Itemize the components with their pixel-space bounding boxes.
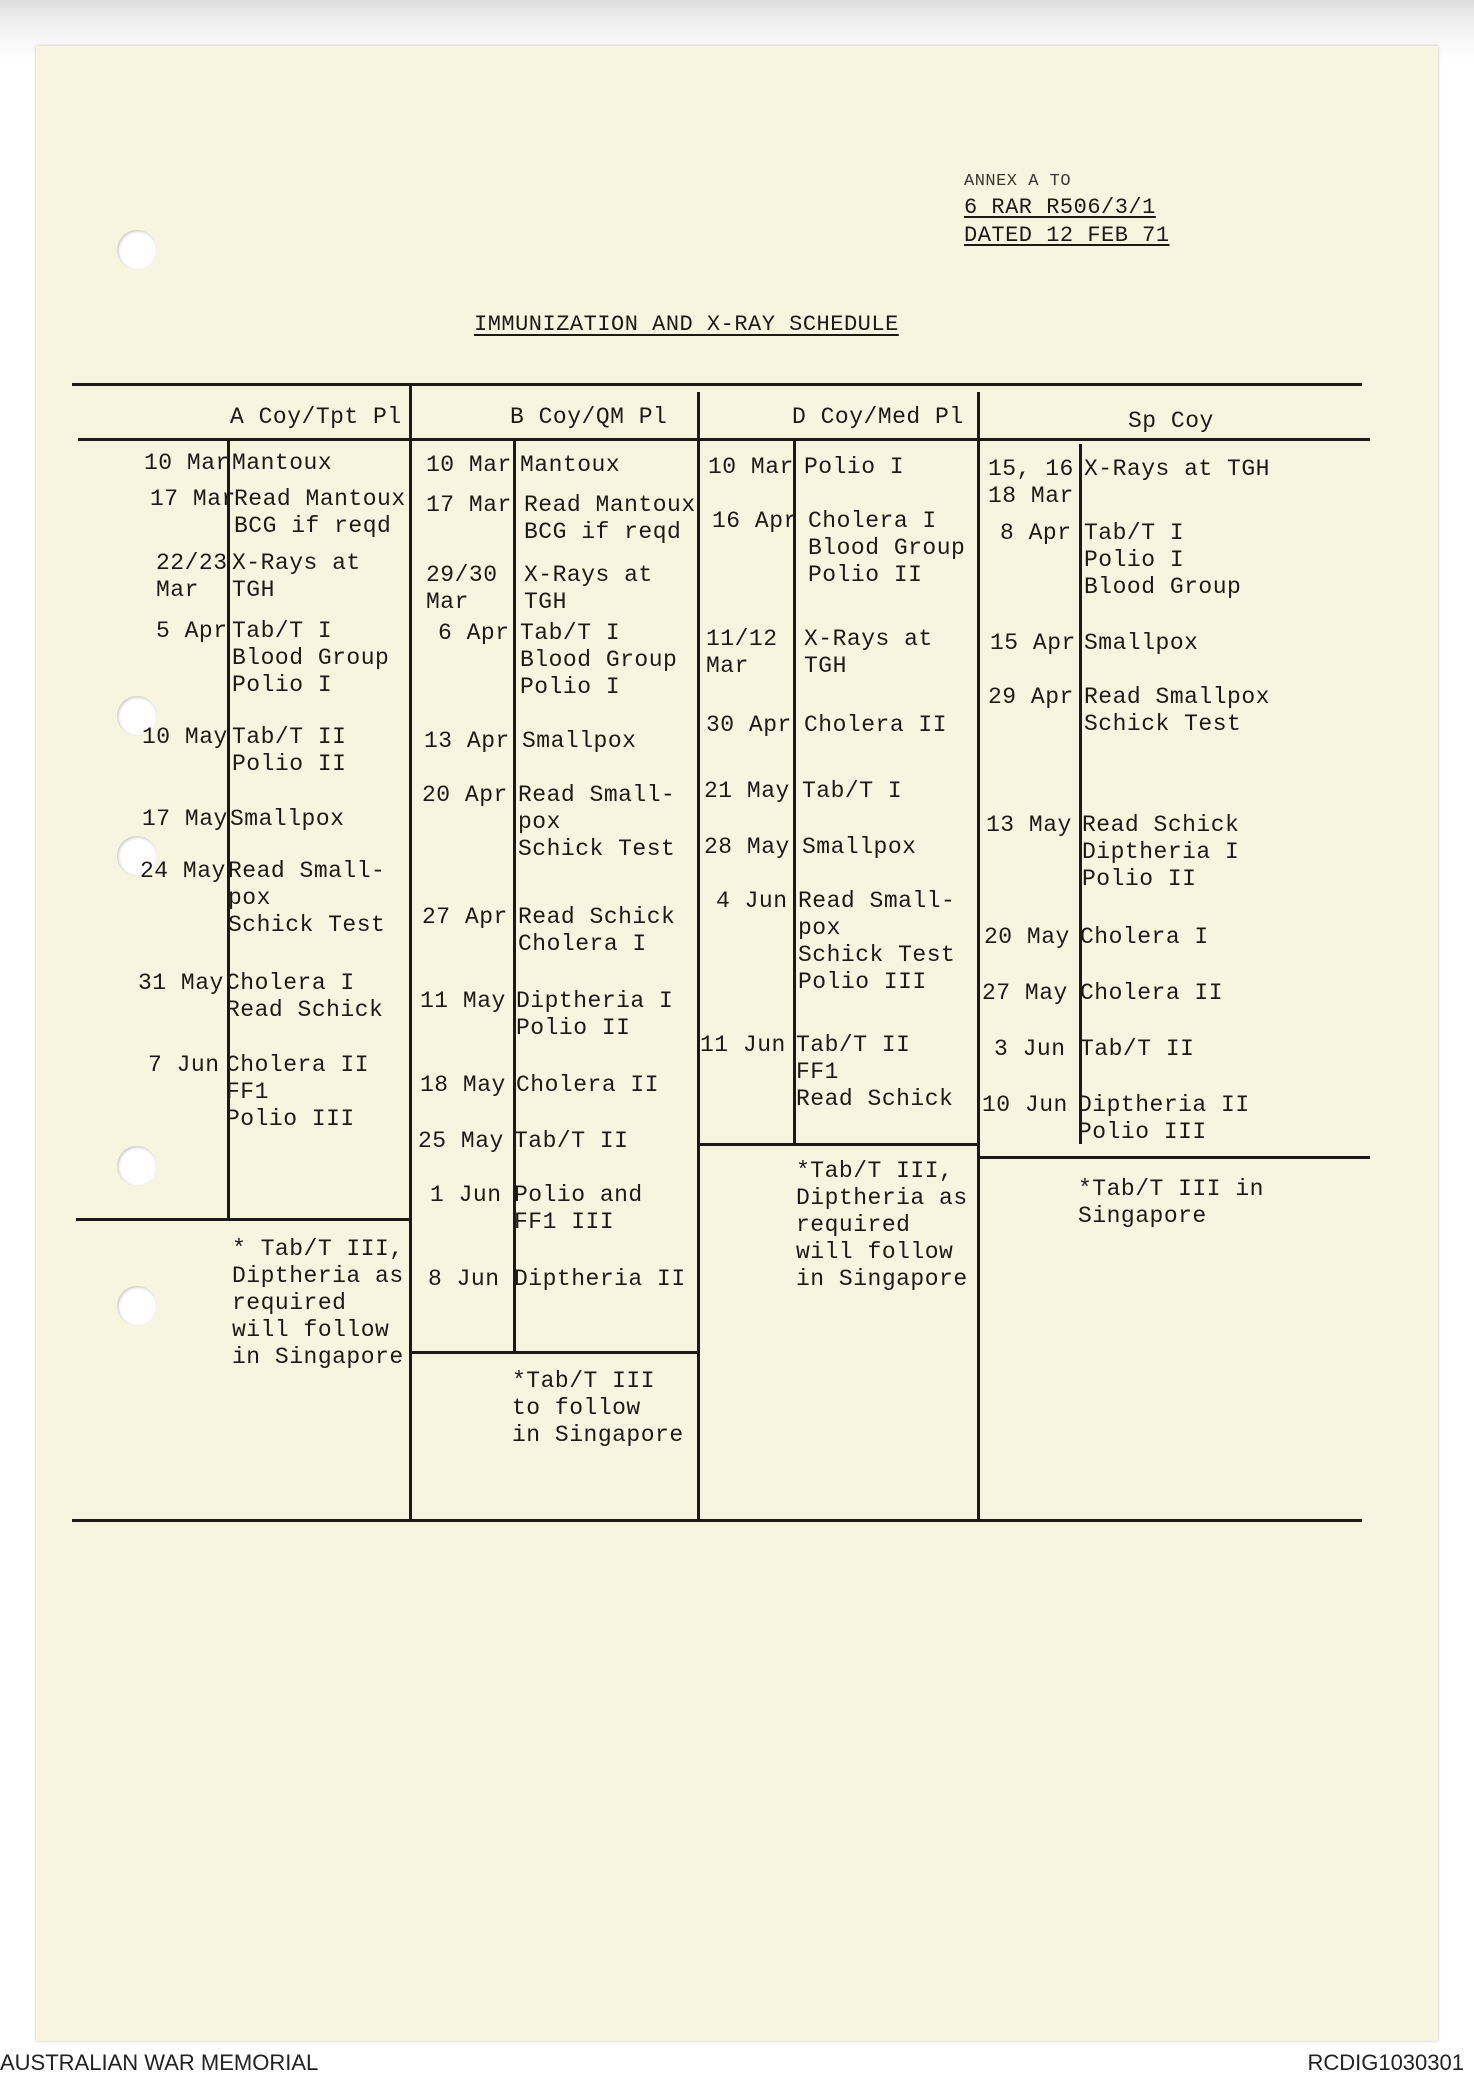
- entry-event: Tab/T II Polio II: [232, 724, 347, 777]
- entry-event: Tab/T II: [514, 1128, 629, 1154]
- entry-event: Cholera II: [804, 712, 948, 738]
- entry-date: 3 Jun: [994, 1036, 1066, 1062]
- entry-date: 7 Jun: [148, 1052, 220, 1078]
- entry-event: Read Mantoux BCG if reqd: [234, 486, 406, 539]
- entry-event: Tab/T I Polio I Blood Group: [1084, 520, 1242, 600]
- notes-rule: [980, 1156, 1370, 1159]
- column-note: *Tab/T III, Diptheria as required will follow in Singapore: [796, 1158, 968, 1292]
- entry-date: 20 May: [984, 924, 1070, 950]
- annex-line: ANNEX A TO: [964, 172, 1072, 191]
- entry-date: 29/30 Mar: [426, 562, 498, 615]
- notes-rule: [412, 1351, 697, 1354]
- entry-date: 8 Apr: [1000, 520, 1072, 546]
- entry-event: X-Rays at TGH: [524, 562, 653, 615]
- entry-date: 10 Mar: [708, 454, 794, 480]
- entry-date: 10 May: [142, 724, 228, 750]
- entry-event: Read Mantoux BCG if reqd: [524, 492, 696, 545]
- entry-date: 18 May: [420, 1072, 506, 1098]
- entry-event: Read Small- pox Schick Test Polio III: [798, 888, 956, 995]
- entry-event: Polio I: [804, 454, 905, 480]
- entry-event: Read Schick Cholera I: [518, 904, 676, 957]
- entry-date: 22/23 Mar: [156, 550, 228, 603]
- entry-event: Diptheria II: [514, 1266, 686, 1292]
- column-note: *Tab/T III in Singapore: [1078, 1176, 1264, 1229]
- entry-event: Tab/T I: [802, 778, 903, 804]
- entry-date: 6 Apr: [438, 620, 510, 646]
- entry-event: X-Rays at TGH: [804, 626, 933, 679]
- document-page: [36, 46, 1438, 2041]
- entry-event: Tab/T I Blood Group Polio I: [232, 618, 390, 698]
- entry-date: 29 Apr: [988, 684, 1074, 710]
- footer-archive-name: AUSTRALIAN WAR MEMORIAL: [0, 2050, 319, 2075]
- entry-date: 11/12 Mar: [706, 626, 778, 679]
- punch-hole: [117, 1286, 157, 1326]
- entry-event: Cholera I Read Schick: [226, 970, 384, 1023]
- entry-event: Cholera II FF1 Polio III: [226, 1052, 370, 1132]
- entry-date: 15 Apr: [990, 630, 1076, 656]
- entry-event: Smallpox: [1084, 630, 1199, 656]
- entry-event: Read Small- pox Schick Test: [228, 858, 386, 938]
- punch-hole: [117, 1146, 157, 1186]
- entry-event: Diptheria I Polio II: [516, 988, 674, 1041]
- entry-event: Tab/T II: [1080, 1036, 1195, 1062]
- page-title: IMMUNIZATION AND X-RAY SCHEDULE: [474, 312, 899, 337]
- entry-date: 10 Mar: [426, 452, 512, 478]
- entry-date: 30 Apr: [706, 712, 792, 738]
- entry-date: 13 May: [986, 812, 1072, 838]
- entry-event: Smallpox: [522, 728, 637, 754]
- entry-event: X-Rays at TGH: [1084, 456, 1270, 482]
- dated-line: DATED 12 FEB 71: [964, 223, 1170, 248]
- entry-date: 1 Jun: [430, 1182, 502, 1208]
- column-header-d-coy: D Coy/Med Pl: [792, 404, 964, 430]
- column-header-b-coy: B Coy/QM Pl: [510, 404, 668, 430]
- column-note: * Tab/T III, Diptheria as required will follow in Singapore: [232, 1236, 404, 1370]
- entry-event: Tab/T I Blood Group Polio I: [520, 620, 678, 700]
- entry-date: 31 May: [138, 970, 224, 996]
- entry-event: Read Smallpox Schick Test: [1084, 684, 1270, 737]
- entry-date: 24 May: [140, 858, 226, 884]
- notes-rule: [76, 1218, 409, 1221]
- column-divider: [977, 392, 980, 1519]
- entry-event: Read Schick Diptheria I Polio II: [1082, 812, 1240, 892]
- entry-date: 17 Mar: [150, 486, 236, 512]
- entry-date: 21 May: [704, 778, 790, 804]
- entry-event: Cholera II: [1080, 980, 1224, 1006]
- entry-date: 10 Mar: [144, 450, 230, 476]
- entry-date: 15, 16 18 Mar: [988, 456, 1074, 509]
- entry-date: 5 Apr: [156, 618, 228, 644]
- entry-date: 4 Jun: [716, 888, 788, 914]
- table-top-rule: [72, 383, 1362, 386]
- entry-date: 10 Jun: [982, 1092, 1068, 1118]
- entry-event: Diptheria II Polio III: [1078, 1092, 1250, 1145]
- entry-date: 17 May: [142, 806, 228, 832]
- entry-event: Cholera II: [516, 1072, 660, 1098]
- entry-event: Cholera I Blood Group Polio II: [808, 508, 966, 588]
- entry-event: Smallpox: [802, 834, 917, 860]
- file-reference: 6 RAR R506/3/1: [964, 195, 1156, 220]
- punch-hole: [117, 230, 157, 270]
- column-divider: [409, 386, 412, 1519]
- entry-event: Mantoux: [232, 450, 333, 476]
- entry-date: 16 Apr: [712, 508, 798, 534]
- header-rule: [78, 438, 1370, 441]
- entry-date: 8 Jun: [428, 1266, 500, 1292]
- entry-event: Polio and FF1 III: [514, 1182, 643, 1235]
- entry-date: 11 May: [420, 988, 506, 1014]
- entry-date: 27 May: [982, 980, 1068, 1006]
- table-bottom-rule: [72, 1519, 1362, 1522]
- entry-event: X-Rays at TGH: [232, 550, 361, 603]
- entry-event: Mantoux: [520, 452, 621, 478]
- entry-event: Tab/T II FF1 Read Schick: [796, 1032, 954, 1112]
- column-divider: [697, 392, 700, 1519]
- entry-date: 13 Apr: [424, 728, 510, 754]
- entry-date: 25 May: [418, 1128, 504, 1154]
- entry-date: 17 Mar: [426, 492, 512, 518]
- column-header-sp-coy: Sp Coy: [1128, 408, 1214, 434]
- column-note: *Tab/T III to follow in Singapore: [512, 1368, 684, 1448]
- entry-date: 11 Jun: [700, 1032, 786, 1058]
- column-header-a-coy: A Coy/Tpt Pl: [230, 404, 402, 430]
- entry-event: Smallpox: [230, 806, 345, 832]
- entry-date: 27 Apr: [422, 904, 508, 930]
- entry-date: 20 Apr: [422, 782, 508, 808]
- entry-event: Cholera I: [1080, 924, 1209, 950]
- entry-date: 28 May: [704, 834, 790, 860]
- entry-event: Read Small- pox Schick Test: [518, 782, 676, 862]
- footer-catalogue-id: RCDIG1030301: [1307, 2050, 1464, 2075]
- notes-rule: [700, 1143, 977, 1146]
